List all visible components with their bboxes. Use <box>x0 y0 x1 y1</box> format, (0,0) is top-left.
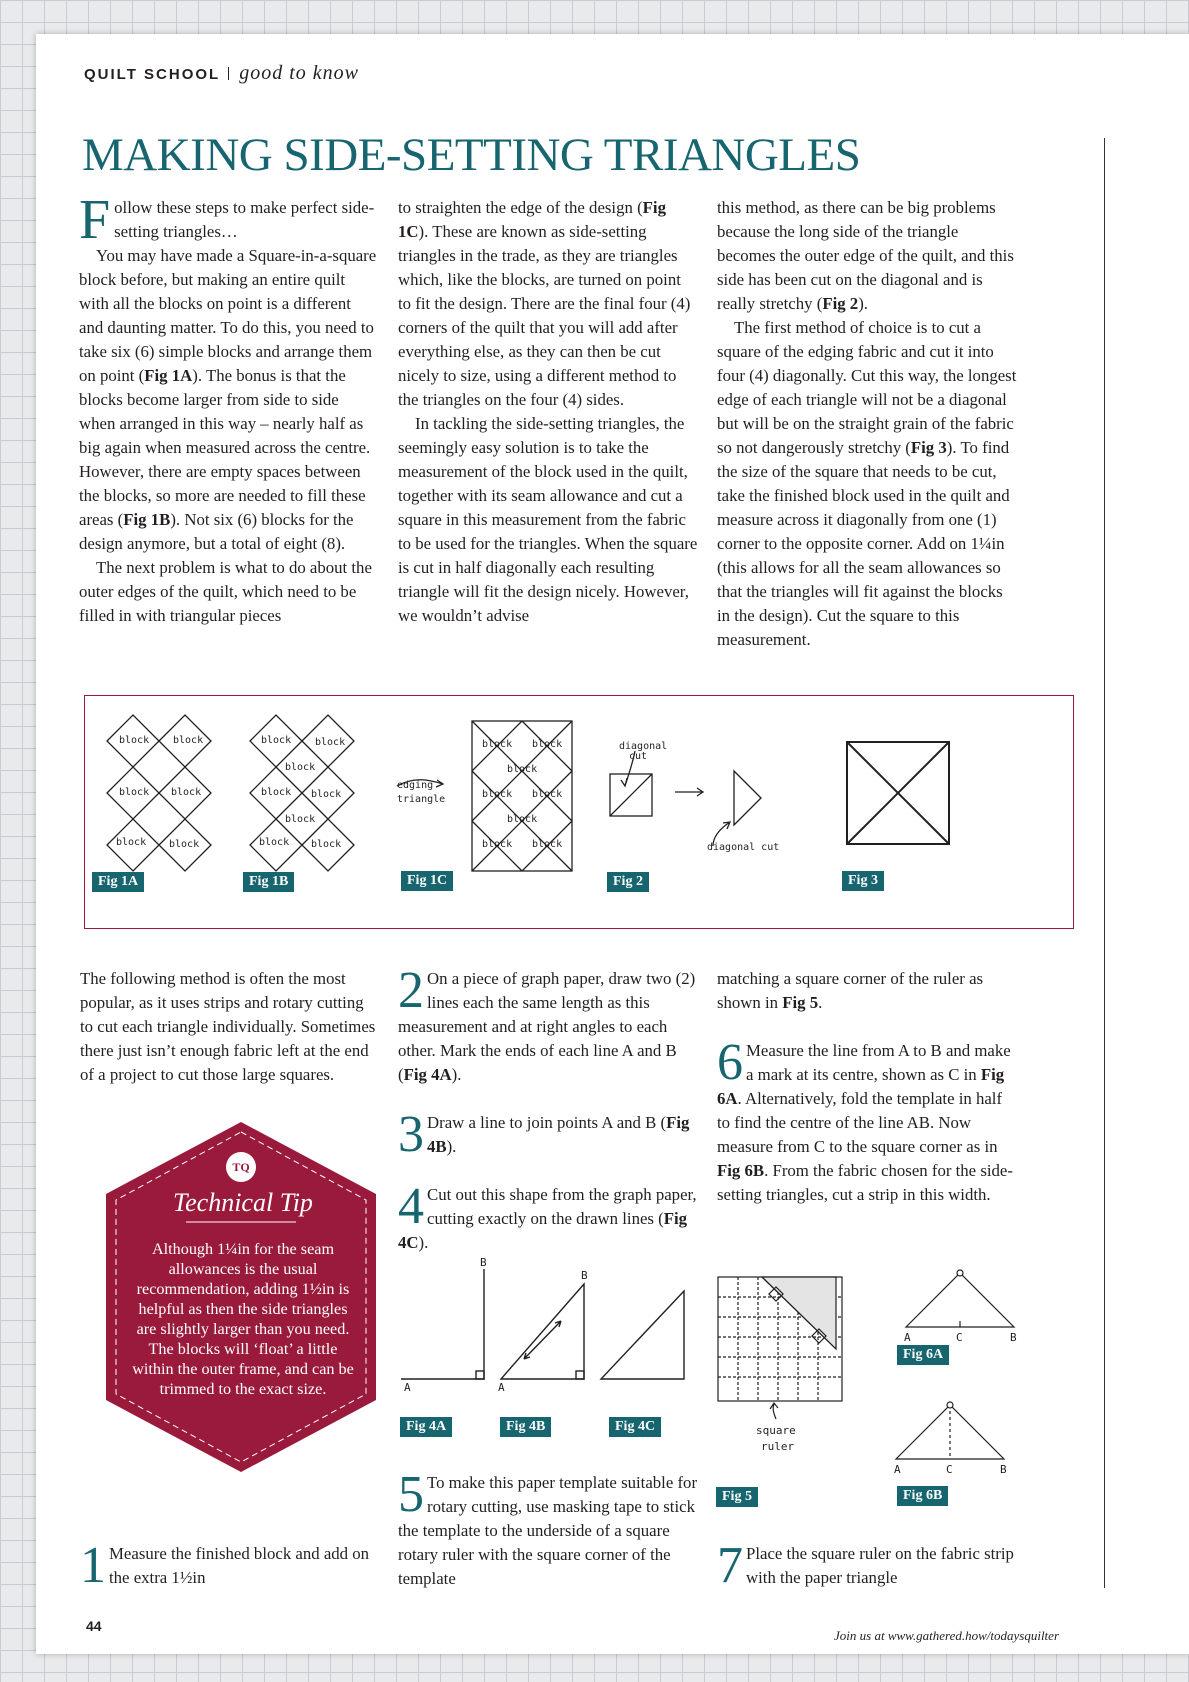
step-number: 3 <box>398 1106 424 1163</box>
fig-5-label: Fig 5 <box>716 1487 758 1507</box>
section-header <box>84 62 359 85</box>
block-label: block <box>261 735 292 746</box>
square-label: square <box>756 1424 796 1437</box>
ruler-label: ruler <box>761 1440 795 1453</box>
paragraph: matching a square corner of the ruler as shown in <box>717 969 984 1012</box>
step-number: 7 <box>717 1537 743 1594</box>
block-label: block <box>507 764 538 775</box>
intro-column-2 <box>398 196 698 628</box>
step-text: . From the fabric chosen for the side-setting triangles, cut a strip in this width. <box>717 1161 1013 1204</box>
paragraph: In tackling the side-setting triangles, the seemingly easy solution is to take the measurement of the block used in the quilt, together with its seam allowance and cut a square in this measurement from the fabric to be used for the triangles. When the square is cut in half diagonally each resulting triangle will fit the design nicely. However, we wouldn’t advise <box>398 414 698 625</box>
block-label: block <box>171 787 202 798</box>
tip-text: Although 1¼in for the seam allowances is the usual recommendation, adding 1½in is helpful as then the side triangles are slightly larger than you need. The blocks will ‘float’ a little within the outer frame, and can be trimmed to the exact size. <box>132 1240 354 1398</box>
diagonal-cut-label: diagonal cut <box>707 842 780 853</box>
step-number: 1 <box>80 1537 106 1594</box>
block-label: block <box>173 735 204 746</box>
paragraph: ). <box>858 294 868 313</box>
fig-ref: Fig 4A <box>403 1065 452 1084</box>
point-a: A <box>498 1381 505 1394</box>
fig-2-label: Fig 2 <box>607 872 649 892</box>
page-number: 44 <box>86 1618 102 1634</box>
column-rule <box>1104 138 1105 1588</box>
fig-6a-label: Fig 6A <box>897 1345 949 1365</box>
paragraph: ). Not six (6) blocks for the design anymore, but a total of eight (8). <box>79 510 354 553</box>
magazine-page <box>36 34 1189 1654</box>
step-text: Measure the finished block and add on the extra 1½in <box>109 1544 370 1587</box>
paragraph: The next problem is what to do about the outer edges of the quilt, which need to be filled in with triangular pieces <box>79 558 372 625</box>
drop-cap: F <box>79 189 111 251</box>
paragraph: to straighten the edge of the design ( <box>398 198 643 217</box>
fig-ref: Fig 2 <box>822 294 859 313</box>
block-label: block <box>119 787 150 798</box>
paragraph: ). The bonus is that the blocks become larger from side to side when arranged in this way – nearly half as big again when measured across the centre. However, there are empty spaces between the blocks, so more are needed to fill these areas ( <box>79 366 371 529</box>
block-label: block <box>311 789 342 800</box>
point-a: A <box>404 1381 411 1394</box>
fig-ref: Fig 4C <box>398 1209 688 1252</box>
section-name: QUILT SCHOOL <box>84 66 221 83</box>
point-a: A <box>904 1331 911 1344</box>
fig-ref: Fig 4B <box>427 1113 690 1156</box>
fig-1a-label: Fig 1A <box>92 872 144 892</box>
step-number: 6 <box>717 1034 743 1091</box>
step-text: Cut out this shape from the graph paper, cutting exactly on the drawn lines ( <box>427 1185 697 1228</box>
fig-4a-label: Fig 4A <box>400 1417 452 1437</box>
paragraph: ). These are known as side-setting triangles in the trade, as they are triangles which, like the blocks, are turned on point to fit the design. There are the final four (4) corners of the quilt that you will add after everything else, as they can then be cut nicely to size, using a different method to the triangles on the four (4) sides. <box>398 222 691 409</box>
step-7 <box>717 1537 1017 1594</box>
point-c: C <box>946 1463 953 1476</box>
intro-column-3 <box>717 196 1017 652</box>
method-column-2 <box>398 962 698 1255</box>
block-label: block <box>532 739 563 750</box>
intro-column-1 <box>79 189 379 628</box>
tq-logo: TQ <box>226 1152 256 1182</box>
step-5 <box>398 1466 698 1591</box>
fig-1b-label: Fig 1B <box>243 872 294 892</box>
section-tagline: good to know <box>239 62 359 84</box>
page-title: MAKING SIDE-SETTING TRIANGLES <box>82 129 861 181</box>
block-label: block <box>532 839 563 850</box>
fig-ref: Fig 6A <box>717 1065 1005 1108</box>
block-label: block <box>259 837 290 848</box>
footer-link: Join us at www.gathered.how/todaysquilter <box>834 1628 1059 1643</box>
intro-text: ollow these steps to make perfect side-setting triangles… <box>114 198 375 241</box>
block-label: block <box>315 737 346 748</box>
step-1 <box>80 1537 380 1594</box>
point-b: B <box>1010 1331 1017 1344</box>
step-text: . Alternatively, fold the template in half to find the centre of the line AB. Now measure from C to the square corner as in <box>717 1089 1003 1156</box>
figures-5-and-6 <box>716 1269 1046 1476</box>
fig-ref: Fig 3 <box>910 438 947 457</box>
block-label: block <box>285 762 316 773</box>
triangle-label: triangle <box>397 794 446 805</box>
method-column-1 <box>80 967 380 1087</box>
step-text: ). <box>418 1233 429 1252</box>
point-b: B <box>1000 1463 1007 1476</box>
paragraph: The first method of choice is to cut a square of the edging fabric and cut it into four (4) diagonally. Cut this way, the longest edge of each triangle will not be a diagonal but will be on the straight grain of the fabric so not dangerously stretchy ( <box>717 318 1017 457</box>
paragraph: this method, as there can be big problems because the long side of the triangle becomes the outer edge of the quilt, and this side has been cut on the diagonal and is really stretchy ( <box>717 198 1014 313</box>
cut-label: cut <box>629 751 648 762</box>
step-number: 4 <box>398 1178 424 1235</box>
fig-6b-label: Fig 6B <box>897 1486 948 1506</box>
paragraph: You may have made a Square-in-a-square block before, but making an entire quilt with all the blocks on point is a different and daunting matter. To do this, you need to take six (6) simple blocks and arrange them on point ( <box>79 246 377 385</box>
point-b: B <box>480 1256 487 1269</box>
point-b: B <box>581 1269 588 1282</box>
block-label: block <box>261 787 292 798</box>
fig-4c-label: Fig 4C <box>609 1417 661 1437</box>
step-number: 2 <box>398 962 424 1019</box>
paragraph: ). To find the size of the square that needs to be cut, take the finished block used in the quilt and measure across it diagonally from one (1) corner to the opposite corner. Add on 1¼in (this allows for all the seam allowances so that the triangles will fit against the blocks in the design). Cut the square to this measurement. <box>717 438 1010 649</box>
step-text: Draw a line to join points A and B ( <box>427 1113 667 1132</box>
edging-label: edging <box>397 780 434 791</box>
block-label: block <box>285 814 316 825</box>
block-label: block <box>482 789 513 800</box>
paragraph: The following method is often the most popular, as it uses strips and rotary cutting to cut each triangle individually. Sometimes there just isn’t enough fabric left at the end of a project to cut those large squares. <box>80 969 376 1084</box>
step-text: On a piece of graph paper, draw two (2) lines each the same length as this measurement and at right angles to each other. Mark the ends of each line A and B ( <box>398 969 696 1084</box>
figure-panel-1 <box>84 695 1074 929</box>
block-label: block <box>311 839 342 850</box>
point-c: C <box>956 1331 963 1344</box>
block-label: block <box>482 839 513 850</box>
step-text: ). <box>446 1137 457 1156</box>
fig-ref: Fig 6B <box>717 1161 765 1180</box>
fig-ref: Fig 1C <box>398 198 666 241</box>
fig-4b-label: Fig 4B <box>500 1417 551 1437</box>
block-label: block <box>507 814 538 825</box>
block-label: block <box>119 735 150 746</box>
fig-3-label: Fig 3 <box>842 871 884 891</box>
tip-title: Technical Tip <box>173 1188 313 1217</box>
block-label: block <box>532 789 563 800</box>
block-label: block <box>169 839 200 850</box>
method-column-3 <box>717 967 1017 1207</box>
step-text: Place the square ruler on the fabric strip with the paper triangle <box>746 1544 1014 1587</box>
fig-ref: Fig 1A <box>144 366 193 385</box>
step-number: 5 <box>398 1466 424 1523</box>
step-text: Measure the line from A to B and make a mark at its centre, shown as C in <box>746 1041 1011 1084</box>
fig-1c-label: Fig 1C <box>401 871 453 891</box>
figures-1-to-3 <box>85 696 1073 928</box>
figure-handwriting <box>116 735 779 853</box>
fig-ref: Fig 1B <box>123 510 171 529</box>
figures-4a-4c <box>396 1256 726 1404</box>
point-a: A <box>894 1463 901 1476</box>
paragraph: . <box>818 993 823 1012</box>
step-text: ). <box>451 1065 462 1084</box>
block-label: block <box>482 739 513 750</box>
block-label: block <box>116 837 147 848</box>
step-text: To make this paper template suitable for rotary cutting, use masking tape to stick the template to the underside of a square rotary ruler with the square corner of the template <box>398 1473 698 1588</box>
fig-ref: Fig 5 <box>782 993 819 1012</box>
diagonal-label: diagonal <box>619 741 668 752</box>
